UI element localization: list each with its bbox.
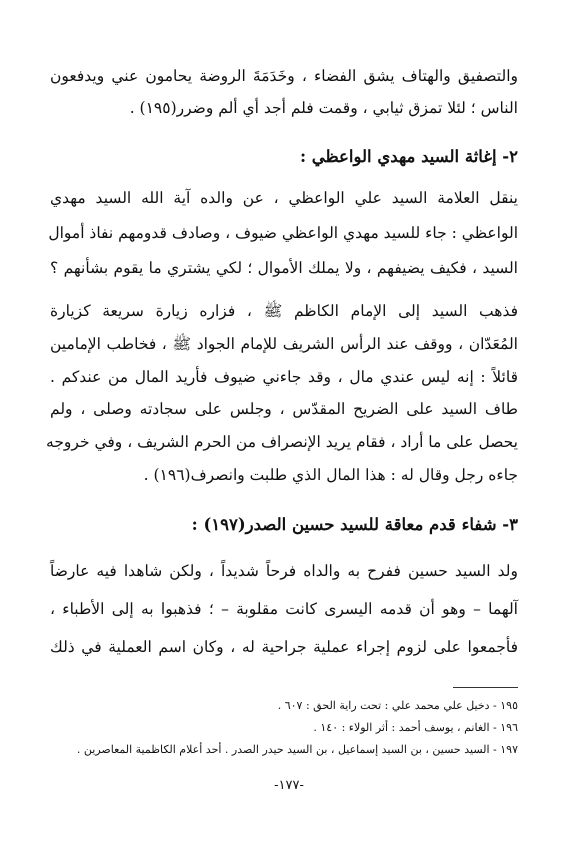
paragraph-line: الواعظي : جاء للسيد مهدي الواعظي ضيوف ، وصادف قدومهم نفاذ أموال <box>48 224 518 242</box>
paragraph-line: آلهما – وهو أن قدمه اليسرى كانت مقلوبة – ؛ فذهبوا به إلى الأطباء ، <box>50 600 518 618</box>
footnote-divider <box>453 687 518 688</box>
paragraph-line: الناس ؛ لئلا تمزق ثيابي ، وقمت فلم أجد أي ألم وضرر(١٩٥) . <box>129 99 518 117</box>
paragraph-line: ولد السيد حسين ففرح به والداه فرحاً شديداً ، ولكن شاهدا فيه عارضاً <box>50 562 518 580</box>
paragraph-line: المُعَدّان ، ووقف عند الرأس الشريف للإمام الجواد ﷺ ، فخاطب الإمامين <box>50 335 518 353</box>
paragraph-line: والتصفيق والهتاف يشق الفضاء ، وخَدَمَةَ الروضة يحامون عني ويدفعون <box>50 67 518 85</box>
paragraph-line: السيد ، فكيف يضيفهم ، ولا يملك الأموال ؛ لكي يشتري ما يقوم بشأنهم ؟ <box>50 259 518 277</box>
section-heading-2: ٢- إغاثة السيد مهدي الواعظي : <box>299 147 518 166</box>
paragraph-line: قائلاً : إنه ليس عندي مال ، وقد جاءني ضيوف فأريد المال من عندكم . <box>50 368 518 386</box>
paragraph-line: طاف السيد على الضريح المقدّس ، وجلس على سجادته وصلى ، ولم <box>50 400 518 418</box>
footnote-195: ١٩٥ - دخيل علي محمد علي : تحت راية الحق : ٦٠٧ . <box>277 699 518 712</box>
paragraph-line: فأجمعوا على لزوم إجراء عملية جراحية له ، وكان اسم العملية في ذلك <box>50 638 518 656</box>
paragraph-line: جاءه رجل وقال له : هذا المال الذي طلبت وانصرف(١٩٦) . <box>143 466 518 484</box>
section-heading-3: ٣- شفاء قدم معاقة للسيد حسين الصدر(١٩٧) : <box>191 515 518 534</box>
footnote-196: ١٩٦ - الغانم ، يوسف أحمد : أثر الولاء : ١٤٠ . <box>313 721 518 734</box>
paragraph-line: يحصل على ما أراد ، فقام يريد الإنصراف من الحرم الشريف ، وفي خروجه <box>46 433 518 451</box>
page-number: -١٧٧- <box>274 778 304 793</box>
paragraph-line: ينقل العلامة السيد علي الواعظي ، عن والده آية الله السيد مهدي <box>50 189 518 207</box>
footnote-197: ١٩٧ - السيد حسين ، بن السيد إسماعيل ، بن السيد حيدر الصدر . أحد أعلام الكاظمية المعاصرين . <box>76 743 518 756</box>
paragraph-line: فذهب السيد إلى الإمام الكاظم ﷺ ، فزاره زيارة سريعة كزيارة <box>50 302 518 320</box>
